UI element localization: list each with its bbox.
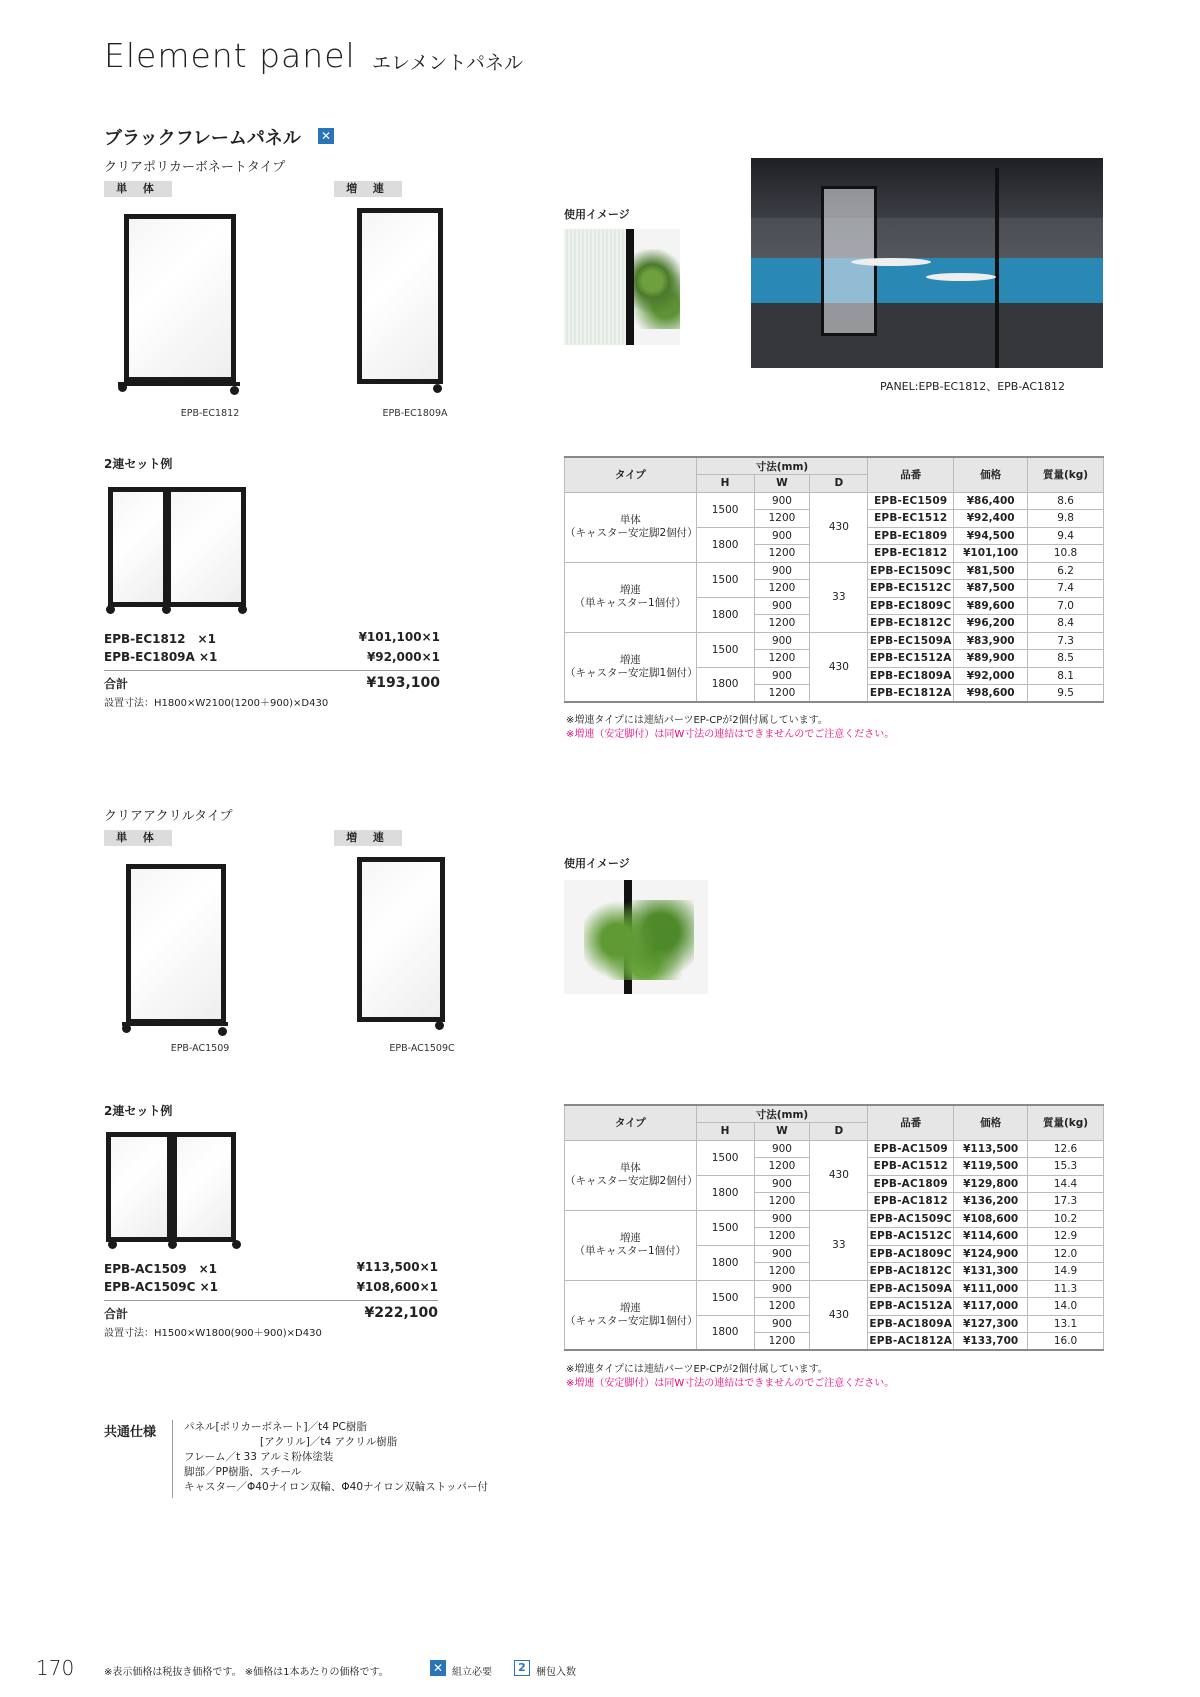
caption-single-2: EPB-AC1509 (170, 1043, 230, 1054)
usage-label: 使用イメージ (564, 208, 630, 221)
footer-icon2-label: 梱包入数 (536, 1667, 576, 1678)
table-row: 1200 EPB-AC1512C ¥114,600 12.9 (565, 1228, 1104, 1246)
footer-note: ※表示価格は税抜き価格です。 ※価格は1本あたりの価格です。 (104, 1667, 389, 1678)
set-example-title: 2連セット例 (104, 457, 173, 471)
table-row: 1200 EPB-AC1812 ¥136,200 17.3 (565, 1193, 1104, 1211)
table-row: 1800 900 EPB-AC1809 ¥129,800 14.4 (565, 1175, 1104, 1193)
page-title-en: Element panel (104, 36, 356, 75)
table1-note: ※増連タイプには連結パーツEP-CPが2個付属しています。 (566, 715, 828, 726)
table-row: 1200 EPB-EC1512 ¥92,400 9.8 (565, 510, 1104, 528)
usage-photo-office (751, 158, 1103, 368)
table-row: 1200 EPB-EC1812A ¥98,600 9.5 (565, 685, 1104, 703)
panel-add-image-2 (355, 855, 455, 1035)
office-photo-caption: PANEL:EPB-EC1812、EPB-AC1812 (880, 380, 1066, 393)
spec-table-acrylic: タイプ 寸法(mm) 品番 価格 質量(kg) H W D 単体 （キャスター安定脚2個付） 1500 900 430 EPB-AC1509 ¥113,500 12.6 1200 EPB-AC1512 ¥119,500 15.3 1800 900 EPB-AC1809 ¥129,800 14.4 1200 EPB-AC1812 ¥136,200 17.3 増連 （単キャスター1個付） 1500 900 33 EPB-AC1509C ¥108,600 10.2 1200 EPB-AC1512C ¥114,600 12.9 1800 900 EPB-AC1809C ¥124,900 12.0 1200 EPB-AC1812C ¥131,300 14.9 増連 （キャスター安定脚1個付） 1500 900 430 EPB-AC1509A ¥111,000 11.3 1200 EPB-AC1512A ¥117,000 14.0 1800 900 EPB-AC1809A ¥127,300 13.1 1200 EPB-AC1812A ¥133,700 16.0 (564, 1104, 1104, 1351)
set-total-2: 合計 ¥222,100 (104, 1305, 438, 1321)
table-row: 1200 EPB-EC1512A ¥89,900 8.5 (565, 650, 1104, 668)
table1-note-red: ※増連（安定脚付）は同W寸法の連結はできませんのでご注意ください。 (566, 729, 895, 740)
page-title-jp: エレメントパネル (372, 52, 524, 74)
assembly-required-icon: ✕ (318, 128, 334, 144)
table-row: 単体 （キャスター安定脚2個付） 1500 900 430 EPB-EC1509 ¥86,400 8.6 (565, 492, 1104, 510)
table2-note-red: ※増連（安定脚付）は同W寸法の連結はできませんのでご注意ください。 (566, 1378, 895, 1389)
section-title: ブラックフレームパネル (104, 128, 301, 149)
set-row-2-2: EPB-AC1509C ×1 ¥108,600×1 (104, 1280, 438, 1294)
common-spec-list: パネル[ポリカーボネート]／t4 PC樹脂 [アクリル]／t4 アクリル樹脂 フレーム／t 33 アルミ粉体塗装 脚部／PP樹脂、スチール キャスター／Φ40ナイロン双輪、Φ40ナイロン双輪ストッパー付 (184, 1421, 488, 1493)
section2-subtitle: クリアアクリルタイプ (104, 809, 233, 824)
table-row: 増連 （単キャスター1個付） 1500 900 33 EPB-EC1509C ¥81,500 6.2 (565, 562, 1104, 580)
tag-single-2: 単 体 (104, 830, 172, 846)
install-size: 設置寸法：H1800×W2100(1200＋900)×D430 (104, 698, 329, 709)
set-example-image-2 (104, 1130, 244, 1250)
table-row: 1800 900 EPB-AC1809A ¥127,300 13.1 (565, 1315, 1104, 1333)
table2-note: ※増連タイプには連結パーツEP-CPが2個付属しています。 (566, 1364, 828, 1375)
panel-single-image (118, 210, 248, 400)
panel-add-image (355, 206, 455, 401)
table-row: 1200 EPB-EC1812C ¥96,200 8.4 (565, 615, 1104, 633)
install-size-2: 設置寸法：H1500×W1800(900＋900)×D430 (104, 1328, 322, 1339)
table-row: 1800 900 EPB-EC1809 ¥94,500 9.4 (565, 527, 1104, 545)
caption-add-2: EPB-AC1509C (389, 1043, 455, 1054)
spec-table-polycarbonate: タイプ 寸法(mm) 品番 価格 質量(kg) H W D 単体 （キャスター安定脚2個付） 1500 900 430 EPB-EC1509 ¥86,400 8.6 1200 EPB-EC1512 ¥92,400 9.8 1800 900 EPB-EC1809 ¥94,500 9.4 1200 EPB-EC1812 ¥101,100 10.8 増連 （単キャスター1個付） 1500 900 33 EPB-EC1509C ¥81,500 6.2 1200 EPB-EC1512C ¥87,500 7.4 1800 900 EPB-EC1809C ¥89,600 7.0 1200 EPB-EC1812C ¥96,200 8.4 増連 （キャスター安定脚1個付） 1500 900 430 EPB-EC1509A ¥83,900 7.3 1200 EPB-EC1512A ¥89,900 8.5 1800 900 EPB-EC1809A ¥92,000 8.1 1200 EPB-EC1812A ¥98,600 9.5 (564, 456, 1104, 703)
usage-photo-plant (564, 229, 680, 345)
set-example-title-2: 2連セット例 (104, 1104, 173, 1118)
table-row: 増連 （キャスター安定脚1個付） 1500 900 430 EPB-EC1509A ¥83,900 7.3 (565, 632, 1104, 650)
set-row-1: EPB-EC1812 ×1 ¥101,100×1 (104, 630, 440, 646)
usage-label-2: 使用イメージ (564, 857, 630, 870)
section1-subtitle: クリアポリカーボネートタイプ (104, 160, 286, 175)
tag-single: 単 体 (104, 181, 172, 197)
set-example-image (104, 485, 254, 615)
table-row: 1200 EPB-AC1512A ¥117,000 14.0 (565, 1298, 1104, 1316)
panel-single-image-2 (122, 862, 232, 1040)
table-row: 1200 EPB-AC1512 ¥119,500 15.3 (565, 1158, 1104, 1176)
tag-add: 増 連 (334, 181, 402, 197)
table-row: 単体 （キャスター安定脚2個付） 1500 900 430 EPB-AC1509 ¥113,500 12.6 (565, 1140, 1104, 1158)
table-row: 1200 EPB-EC1812 ¥101,100 10.8 (565, 545, 1104, 563)
table-row: 1200 EPB-AC1812A ¥133,700 16.0 (565, 1333, 1104, 1351)
caption-add: EPB-EC1809A (382, 408, 448, 419)
set-row-2-1: EPB-AC1509 ×1 ¥113,500×1 (104, 1260, 438, 1276)
table-row: 1200 EPB-EC1512C ¥87,500 7.4 (565, 580, 1104, 598)
package-count-icon: 2 (514, 1660, 530, 1676)
set-row-2: EPB-EC1809A ×1 ¥92,000×1 (104, 650, 440, 664)
table-row: 1200 EPB-AC1812C ¥131,300 14.9 (565, 1263, 1104, 1281)
assembly-required-icon: ✕ (430, 1660, 446, 1676)
common-spec-label: 共通仕様 (104, 1425, 157, 1440)
set-total: 合計 ¥193,100 (104, 675, 440, 691)
page-number: 170 (36, 1656, 75, 1680)
tag-add-2: 増 連 (334, 830, 402, 846)
usage-photo-plant-2 (564, 880, 708, 994)
footer-icon1-label: 組立必要 (452, 1667, 492, 1678)
table-row: 増連 （キャスター安定脚1個付） 1500 900 430 EPB-AC1509A ¥111,000 11.3 (565, 1280, 1104, 1298)
table-row: 1800 900 EPB-EC1809C ¥89,600 7.0 (565, 597, 1104, 615)
caption-single: EPB-EC1812 (180, 408, 240, 419)
table-row: 1800 900 EPB-AC1809C ¥124,900 12.0 (565, 1245, 1104, 1263)
table-row: 1800 900 EPB-EC1809A ¥92,000 8.1 (565, 667, 1104, 685)
table-row: 増連 （単キャスター1個付） 1500 900 33 EPB-AC1509C ¥108,600 10.2 (565, 1210, 1104, 1228)
